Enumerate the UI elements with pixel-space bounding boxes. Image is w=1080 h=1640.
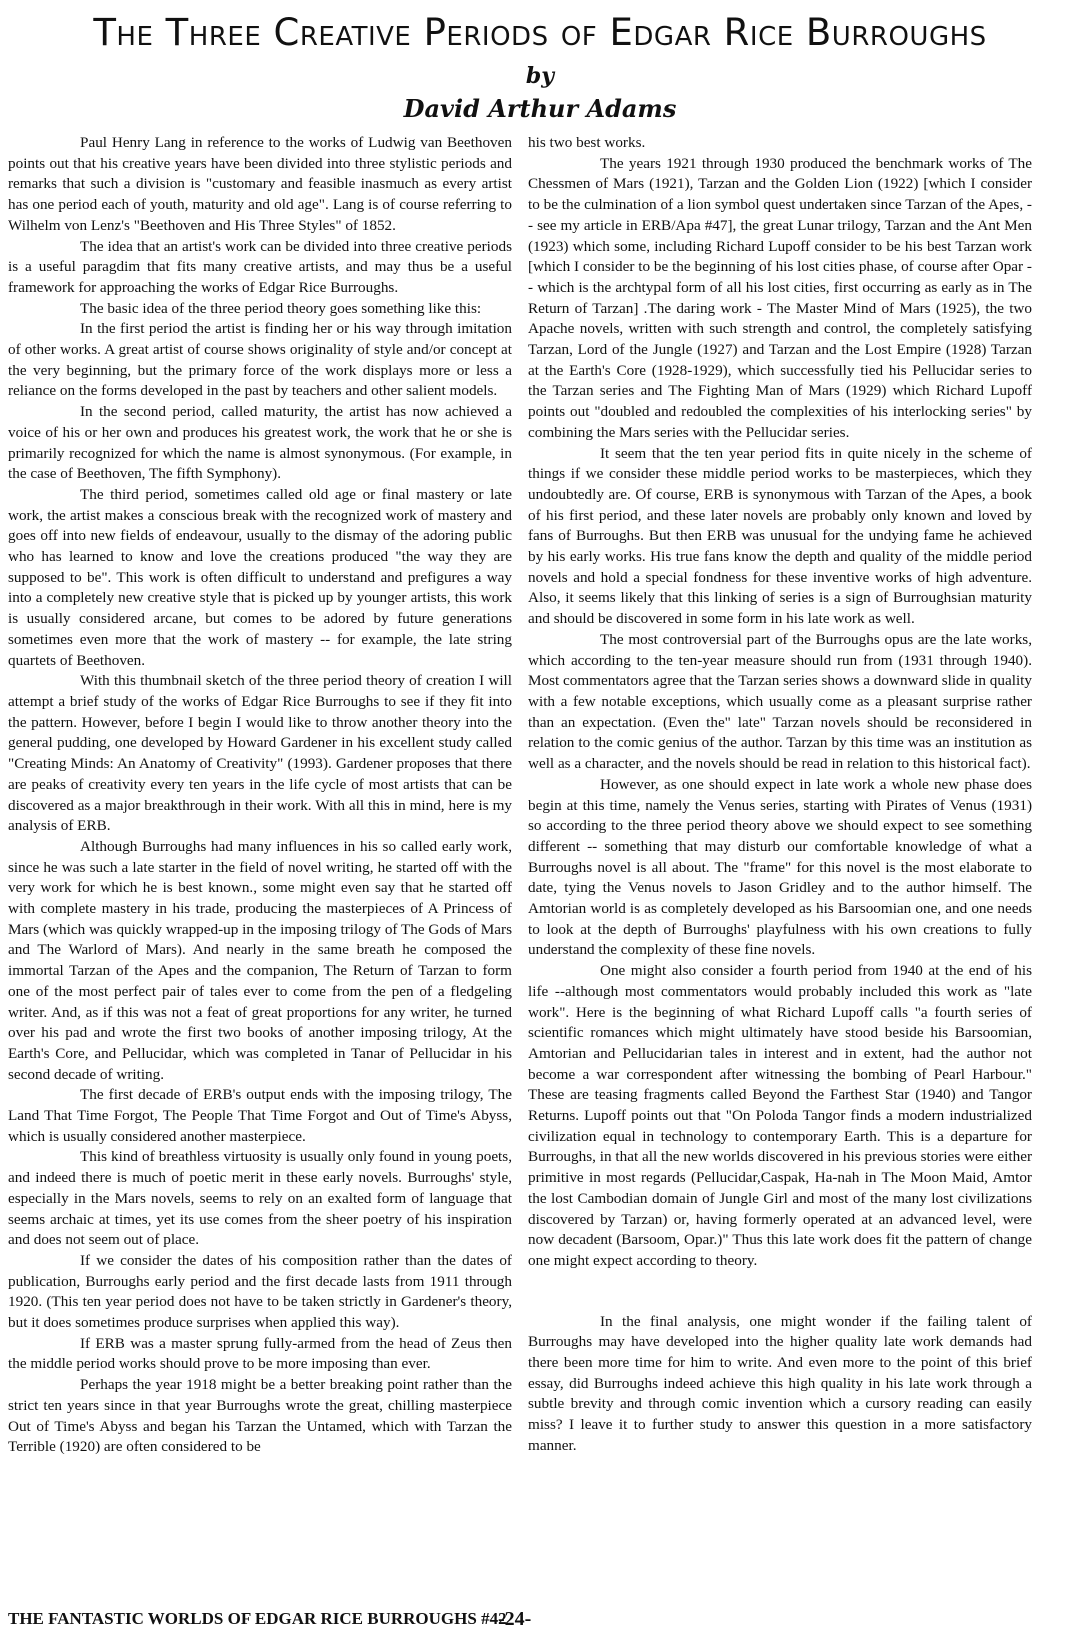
page-number: -24- xyxy=(498,1608,532,1630)
paragraph: If we consider the dates of his composition rather than the dates of publication, Burroughs early period and the first decade lasts from 1911 through 1920. (This ten year period does not have to be taken strictly in Gardener's theory, but it does sometimes produce surprises when applied this way). xyxy=(8,1251,512,1332)
author-name: David Arthur Adams xyxy=(403,94,677,123)
paragraph: The first decade of ERB's output ends with the imposing trilogy, The Land That Time Forgot, The People That Time Forgot and Out of Time's Abyss, which is usually considered another masterpiece. xyxy=(8,1086,512,1145)
byline: by xyxy=(525,63,555,89)
right-column xyxy=(528,133,1032,1601)
paragraph: The idea that an artist's work can be divided into three creative periods is a useful paragdim that fits many creative artists, and may thus be a useful framework for approaching the works of Edgar Rice Burroughs. xyxy=(8,237,512,296)
paragraph: One might also consider a fourth period from 1940 at the end of his life --although most commentators would probably included this work as "late work". Here is the beginning of what Richard Lupoff calls "a fourth series of scientific romances which might ultimately have stood beside his Barsoomian, Amtorian and Pellucidarian tales in interest and in extent, had the author not become a war correspondent after witnessing the bombing of Pearl Harbour." These are teasing fragments called Beyond the Farthest Star (1940) and Tangor Returns. Lupoff points out that "On Poloda Tangor finds a modern industrialized civilization equal in technology to contemporary Earth. This is a departure for Burroughs, in that all the new worlds discovered in his previous stories were either primitive in most regards (Pellucidar,Caspak, Ha-nah in The Moon Maid, Amtor the lost Cambodian domain of Jungle Girl and most of the many lost civilizations discovered by Tarzan) or, having formerly operated at an advanced level, were now decadent (Barsoom, Opar.)" Thus this late work does fit the pattern of change one might expect according to theory. xyxy=(528,962,1032,1269)
paragraph: The third period, sometimes called old age or final mastery or late work, the artist makes a conscious break with the recognized work of mastery and goes off into new fields of endeavour, usually to the dismay of the adoring public who has learned to know and love the creations produced "the way they are supposed to be". This work is often difficult to understand and prefigures a way into a completely new creative style that is picked up by younger artists, this work is usually considered arcane, but comes to be adored by future generations sometimes even more that the work of mastery -- for example, the late string quartets of Beethoven. xyxy=(8,485,512,669)
paragraph: In the first period the artist is finding her or his way through imitation of other works. A great artist of course shows originality of style and/or concept at the very beginning, but the primary force of the work displays more or less a reliance on the forms developed in the past by teachers and other salient models. xyxy=(8,320,512,400)
paragraph: The most controversial part of the Burroughs opus are the late works, which according to the ten-year measure should run from (1931 through 1940). Most commentators agree that the Tarzan series shows a downward slide in quality with a few notable exceptions, which usually come as a pleasant surprise rather than an expectation. (Even the" late" Tarzan novels should be reconsidered in relation to the comic genius of the author. Tarzan by this time was an institution as well as a character, and the novels should be read in relation to this historical fact). xyxy=(528,630,1032,773)
page-footer xyxy=(8,1605,1068,1633)
paragraph: This kind of breathless virtuosity is usually only found in young poets, and indeed there is much of poetic merit in these early novels. Burroughs' style, especially in the Mars novels, seems to rely on an exalted form of language that seems archaic at times, yet its use comes from the sheer poetry of his inspiration and does not seem out of place. xyxy=(8,1148,512,1249)
paragraph: However, as one should expect in late work a whole new phase does begin at this time, namely the Venus series, starting with Pirates of Venus (1931) so according to the three period theory above we should expect to see something different -- something that may disturb our comfortable knowledge of what a Burroughs novel is all about. The "frame" for this novel is the most elaborate to date, tying the Venus novels to Jason Gridley and to the author himself. The Amtorian world is as completely developed as his Barsoomian one, and one needs to look at the depth of Burroughs' playfulness with his own creations to fully understand the complexity of these fine novels. xyxy=(528,775,1032,959)
article-title: The Three Creative Periods of Edgar Rice Burroughs xyxy=(93,11,987,54)
paragraph: With this thumbnail sketch of the three period theory of creation I will attempt a brief study of the works of Edgar Rice Burroughs to see if they fit into the pattern. However, before I begin I would like to throw another theory into the general pudding, one developed by Howard Gardener in his excellent study called "Creating Minds: An Anatomy of Creativity" (1993). Gardener proposes that there are peaks of creativity every ten years in the life cycle of most artists that can be discovered as a major breakthrough in their work. With all this in mind, here is my analysis of ERB. xyxy=(8,672,512,835)
paragraph: The basic idea of the three period theory goes something like this: xyxy=(80,299,482,317)
paragraph: Although Burroughs had many influences in his so called early work, since he was such a late starter in the field of novel writing, he started off with the very work for which he is best known., some might even say that he started off with complete mastery in his trade, producing the masterpieces of A Princess of Mars (which was quickly wrapped-up in the imposing trilogy of The Gods of Mars and The Warlord of Mars). And nearly in the same breath he composed the immortal Tarzan of the Apes and the companion, The Return of Tarzan to form one of the most perfect pair of tales ever to come from the pen of a fledgeling writer. And, as if this was not a feat of great proportions for any writer, he turned over his pad and wrote the first two books of another imposing trilogy, At the Earth's Core, and Pellucidar, which was completed in Tanar of Pellucidar in his second decade of writing. xyxy=(8,837,512,1083)
paragraph: It seem that the ten year period fits in quite nicely in the scheme of things if we consider these middle period works to be masterpieces, which they undoubtedly are. Of course, ERB is synonymous with Tarzan of the Apes, a book of his first period, and these later novels are probably only known and loved by fans of Burroughs. But then ERB was unusual for the undying fame he achieved by his early works. His true fans know the depth and quality of the middle period novels and hold a special fondness for these inventive works of high adventure. Also, it seems likely that this linking of series is a sign of Burroughsian maturity and should be discovered in some form in his late work as well. xyxy=(528,444,1032,628)
closing-paragraph: In the final analysis, one might wonder if the failing talent of Burroughs may have developed into the higher quality late work demands had there been more time for him to write. And even more to the point of this brief essay, did Burroughs indeed achieve this high quality in his late work through a subtle brevity and through comic invention which a cursory reading can easily miss? I leave it to further study to answer this question in a more satisfactory manner. xyxy=(528,1312,1032,1454)
publication-name: THE FANTASTIC WORLDS OF EDGAR RICE BURROUGHS #42 xyxy=(8,1609,507,1628)
paragraph: Perhaps the year 1918 might be a better breaking point rather than the strict ten years since in that year Burroughs wrote the great, chilling masterpiece Out of Time's Abyss and began his Tarzan the Untamed, which with Tarzan the Terrible (1920) are often considered to be xyxy=(8,1376,512,1456)
paragraph-continued: his two best works. xyxy=(528,134,646,151)
paragraph: If ERB was a master sprung fully-armed from the head of Zeus then the middle period works should prove to be more imposing than ever. xyxy=(8,1334,512,1373)
left-column xyxy=(8,133,512,1601)
paragraph: In the second period, called maturity, the artist has now achieved a voice of his or her own and produces his greatest work, the work that he or she is primarily recognized for which the name is almost synonymous. (For example, in the case of Beethoven, The fifth Symphony). xyxy=(8,403,512,483)
paragraph: The years 1921 through 1930 produced the benchmark works of The Chessmen of Mars (1921), Tarzan and the Golden Lion (1922) [which I consider to be the culmination of a lion symbol quest undertaken since Tarzan of the Apes, -- see my article in ERB/Apa #47], the great Lunar trilogy, Tarzan and the Ant Men (1923) which some, including Richard Lupoff consider to be his best Tarzan work [which I consider to be the beginning of his lost cities phase, of course after Opar -- which is the archtypal form of all his lost cities, first occurring as early as in The Return of Tarzan] .The daring work - The Master Mind of Mars (1925), the two Apache novels, written with such strength and control, the completely satisfying Tarzan, Lord of the Jungle (1927) and Tarzan and the Lost Empire (1928) Tarzan at the Earth's Core (1928-1929), which successfully tied his Pellucidar series to the Tarzan series and The Fighting Man of Mars (1929) which Richard Lupoff points out "doubled and redoubled the complexities of his interlocking series" by combining the Mars series with the Pellucidar series. xyxy=(528,154,1032,441)
paragraph: Paul Henry Lang in reference to the works of Ludwig van Beethoven points out that his creative years have been divided into three stylistic periods and remarks that such a division is "customary and feasible inasmuch as every artist has one period each of youth, maturity and old age". Lang is of course referring to Wilhelm von Lenz's "Beethoven and His Three Styles" of 1852. xyxy=(8,134,512,234)
